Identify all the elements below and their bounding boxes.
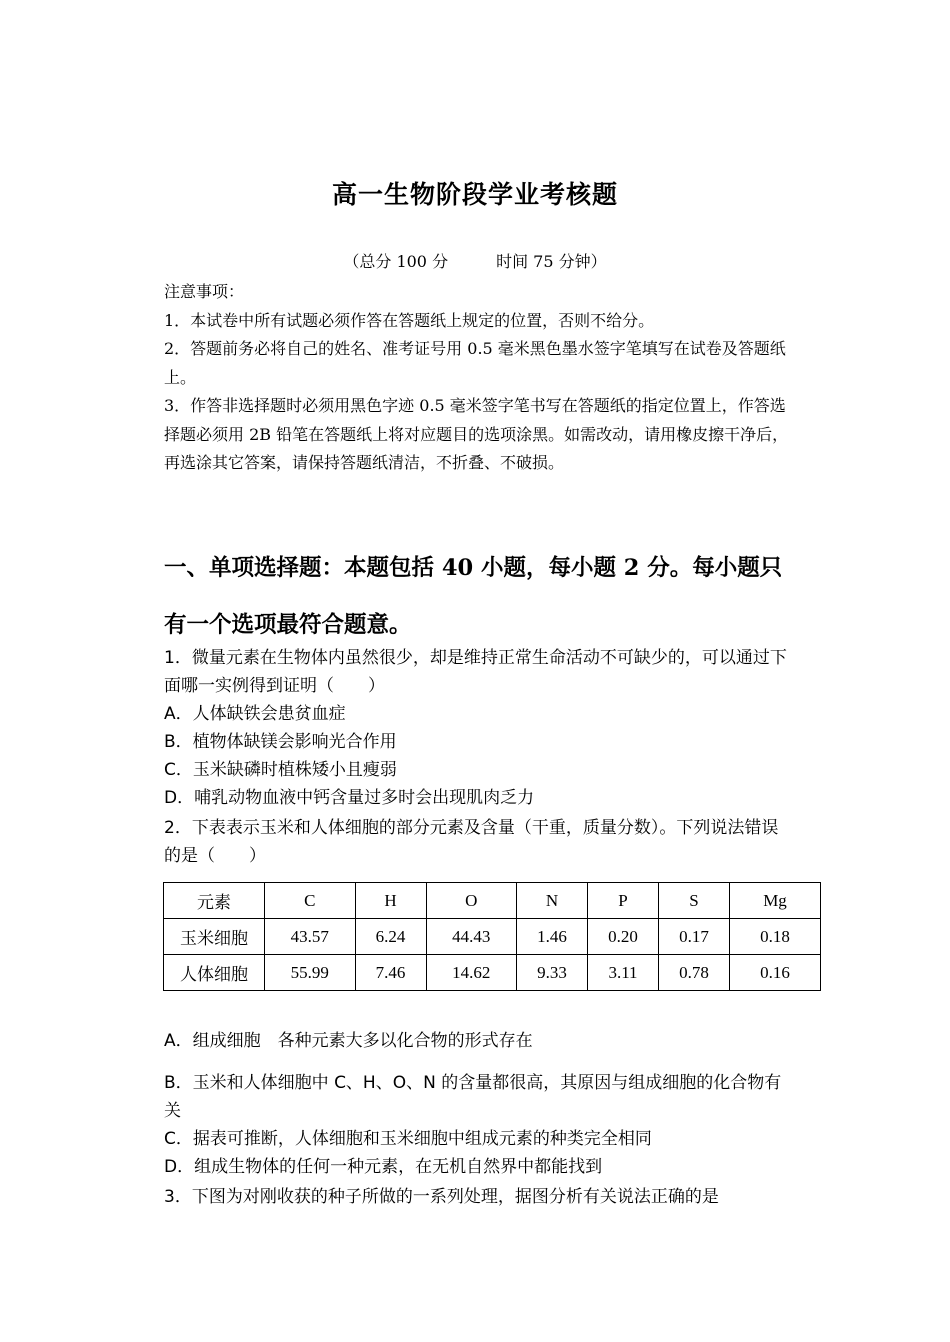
- option-a: A．组成细胞 各种元素大多以化合物的形式存在: [164, 1031, 533, 1051]
- table-header-cell: 元素: [164, 883, 265, 919]
- option-a: A．人体缺铁会患贫血症: [164, 704, 346, 724]
- total-score: （总分 100 分: [343, 252, 449, 271]
- table-cell: 0.78: [658, 955, 729, 991]
- question-1: [164, 644, 794, 812]
- table-cell: 7.46: [355, 955, 426, 991]
- option-d: D．组成生物体的任何一种元素，在无机自然界中都能找到: [164, 1157, 603, 1177]
- table-cell: 6.24: [355, 919, 426, 955]
- element-table: [163, 882, 821, 991]
- table-header-cell: O: [426, 883, 517, 919]
- question-2-stem: 2．下表表示玉米和人体细胞的部分元素及含量（干重，质量分数）。下列说法错误的是（ ）: [164, 818, 779, 866]
- option-c: C．玉米缺磷时植株矮小且瘦弱: [164, 760, 397, 780]
- exam-info: [0, 249, 950, 272]
- table-cell: 人体细胞: [164, 955, 265, 991]
- table-cell: 0.20: [588, 919, 659, 955]
- option-c: C．据表可推断，人体细胞和玉米细胞中组成元素的种类完全相同: [164, 1129, 652, 1149]
- table-row: [164, 919, 821, 955]
- table-header-cell: H: [355, 883, 426, 919]
- table-cell: 1.46: [517, 919, 588, 955]
- section-heading: 一、单项选择题：本题包括 40 小题，每小题 2 分。每小题只有一个选项最符合题意。: [164, 555, 783, 638]
- notes: [164, 278, 794, 478]
- table-header-cell: N: [517, 883, 588, 919]
- option-b: B．玉米和人体细胞中 C、H、O、N 的含量都很高，其原因与组成细胞的化合物有关: [164, 1073, 782, 1121]
- table-cell: 3.11: [588, 955, 659, 991]
- table-cell: 9.33: [517, 955, 588, 991]
- table-cell: 14.62: [426, 955, 517, 991]
- option-b: B．植物体缺镁会影响光合作用: [164, 732, 397, 752]
- table-cell: 0.17: [658, 919, 729, 955]
- question-3-stem: 3．下图为对刚收获的种子所做的一系列处理，据图分析有关说法正确的是: [164, 1187, 719, 1207]
- table-header-cell: Mg: [730, 883, 821, 919]
- note-item: 1．本试卷中所有试题必须作答在答题纸上规定的位置，否则不给分。: [164, 310, 655, 330]
- table-header-cell: S: [658, 883, 729, 919]
- table-header-cell: P: [588, 883, 659, 919]
- table-cell: 玉米细胞: [164, 919, 265, 955]
- table-cell: 0.16: [730, 955, 821, 991]
- table-header-cell: C: [265, 883, 356, 919]
- page-title: 高一生物阶段学业考核题: [331, 180, 618, 209]
- question-2-options: [164, 1027, 794, 1181]
- table-row: [164, 955, 821, 991]
- table-header-row: [164, 883, 821, 919]
- note-item: 3．作答非选择题时必须用黑色字迹 0.5 毫米签字笔书写在答题纸的指定位置上，作答选择题必须用 2B 铅笔在答题纸上将对应题目的选项涂黑。如需改动，请用橡皮擦干净后，再选涂其它答案，请保持答题纸清洁，不折叠、不破损。: [164, 396, 789, 472]
- note-item: 2．答题前务必将自己的姓名、准考证号用 0.5 毫米黑色墨水签字笔填写在试卷及答题纸上。: [164, 339, 786, 387]
- notes-heading: 注意事项：: [164, 282, 245, 301]
- time-limit: 时间 75 分钟）: [496, 252, 607, 271]
- table-cell: 44.43: [426, 919, 517, 955]
- question-stem: 1．微量元素在生物体内虽然很少，却是维持正常生命活动不可缺少的，可以通过下面哪一实例得到证明（ ）: [164, 648, 787, 696]
- table-cell: 0.18: [730, 919, 821, 955]
- table-cell: 43.57: [265, 919, 356, 955]
- option-d: D．哺乳动物血液中钙含量过多时会出现肌肉乏力: [164, 788, 535, 808]
- table-cell: 55.99: [265, 955, 356, 991]
